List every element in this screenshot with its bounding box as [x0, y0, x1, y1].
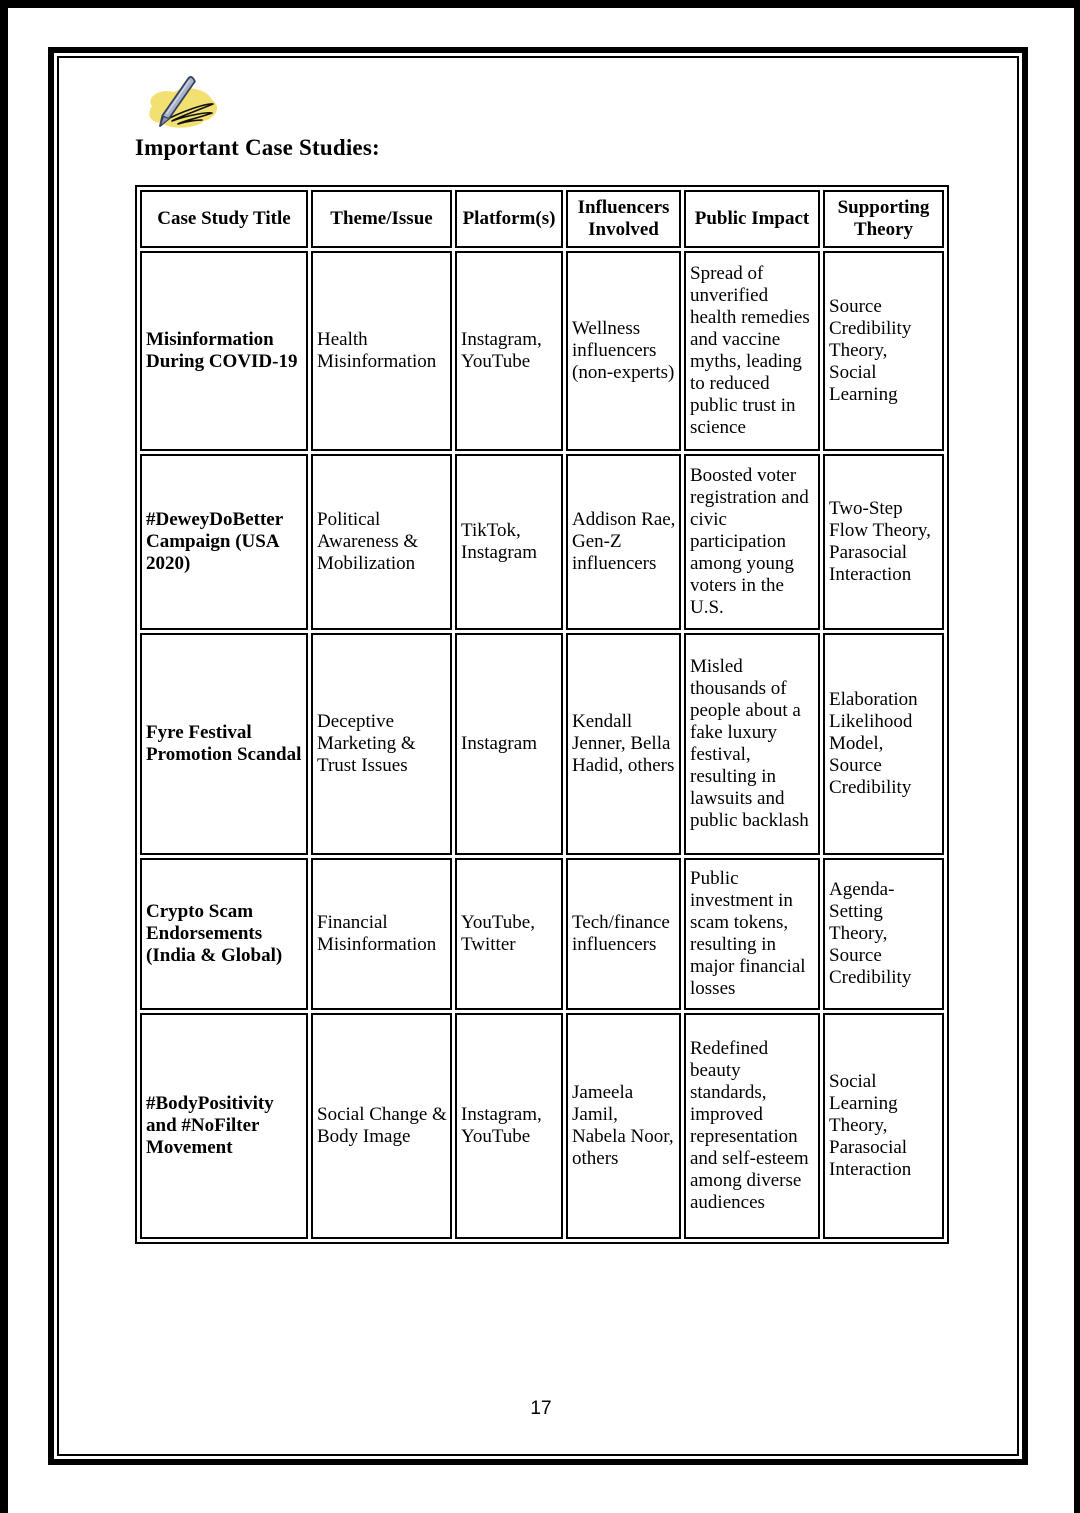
cell-theme-issue: Deceptive Marketing & Trust Issues	[311, 633, 452, 855]
cell-theme-issue: Health Misinformation	[311, 251, 452, 451]
cell-theme-issue: Political Awareness & Mobilization	[311, 454, 452, 630]
cell-public-impact: Public investment in scam tokens, resulting in major financial losses	[684, 858, 820, 1010]
header-platforms: Platform(s)	[455, 190, 563, 248]
cell-case-study-title: Fyre Festival Promotion Scandal	[140, 633, 308, 855]
cell-platforms: Instagram	[455, 633, 563, 855]
cell-public-impact: Boosted voter registration and civic participation among young voters in the U.S.	[684, 454, 820, 630]
cell-supporting-theory: Elaboration Likelihood Model, Source Credibility	[823, 633, 944, 855]
cell-case-study-title: #DeweyDoBetter Campaign (USA 2020)	[140, 454, 308, 630]
cell-case-study-title: #BodyPositivity and #NoFilter Movement	[140, 1013, 308, 1239]
table-row	[140, 251, 944, 451]
cell-supporting-theory: Social Learning Theory, Parasocial Interaction	[823, 1013, 944, 1239]
header-case-study-title: Case Study Title	[140, 190, 308, 248]
header-supporting-theory: Supporting Theory	[823, 190, 944, 248]
cell-public-impact: Spread of unverified health remedies and vaccine myths, leading to reduced public trust in science	[684, 251, 820, 451]
cell-platforms: TikTok, Instagram	[455, 454, 563, 630]
header-public-impact: Public Impact	[684, 190, 820, 248]
cell-influencers: Kendall Jenner, Bella Hadid, others	[566, 633, 681, 855]
cell-case-study-title: Misinformation During COVID-19	[140, 251, 308, 451]
page-title: Important Case Studies:	[135, 135, 380, 160]
cell-platforms: Instagram, YouTube	[455, 1013, 563, 1239]
pen-writing-icon	[136, 70, 222, 138]
cell-public-impact: Redefined beauty standards, improved representation and self-esteem among diverse audiences	[684, 1013, 820, 1239]
cell-case-study-title: Crypto Scam Endorsements (India & Global)	[140, 858, 308, 1010]
table-row	[140, 454, 944, 630]
header-influencers-involved: Influencers Involved	[566, 190, 681, 248]
cell-influencers: Addison Rae, Gen-Z influencers	[566, 454, 681, 630]
table-row	[140, 633, 944, 855]
document-page	[8, 8, 1074, 1513]
cell-public-impact: Misled thousands of people about a fake luxury festival, resulting in lawsuits and public backlash	[684, 633, 820, 855]
cell-supporting-theory: Agenda-Setting Theory, Source Credibility	[823, 858, 944, 1010]
cell-platforms: YouTube, Twitter	[455, 858, 563, 1010]
cell-supporting-theory: Two-Step Flow Theory, Parasocial Interaction	[823, 454, 944, 630]
header-theme-issue: Theme/Issue	[311, 190, 452, 248]
cell-influencers: Tech/finance influencers	[566, 858, 681, 1010]
table-row	[140, 1013, 944, 1239]
table-row	[140, 858, 944, 1010]
page-number: 17	[530, 1398, 552, 1419]
cell-theme-issue: Social Change & Body Image	[311, 1013, 452, 1239]
cell-theme-issue: Financial Misinformation	[311, 858, 452, 1010]
table-header-row	[140, 190, 944, 248]
case-studies-table	[135, 185, 949, 1244]
cell-platforms: Instagram, YouTube	[455, 251, 563, 451]
cell-influencers: Jameela Jamil, Nabela Noor, others	[566, 1013, 681, 1239]
cell-supporting-theory: Source Credibility Theory, Social Learning	[823, 251, 944, 451]
cell-influencers: Wellness influencers (non-experts)	[566, 251, 681, 451]
